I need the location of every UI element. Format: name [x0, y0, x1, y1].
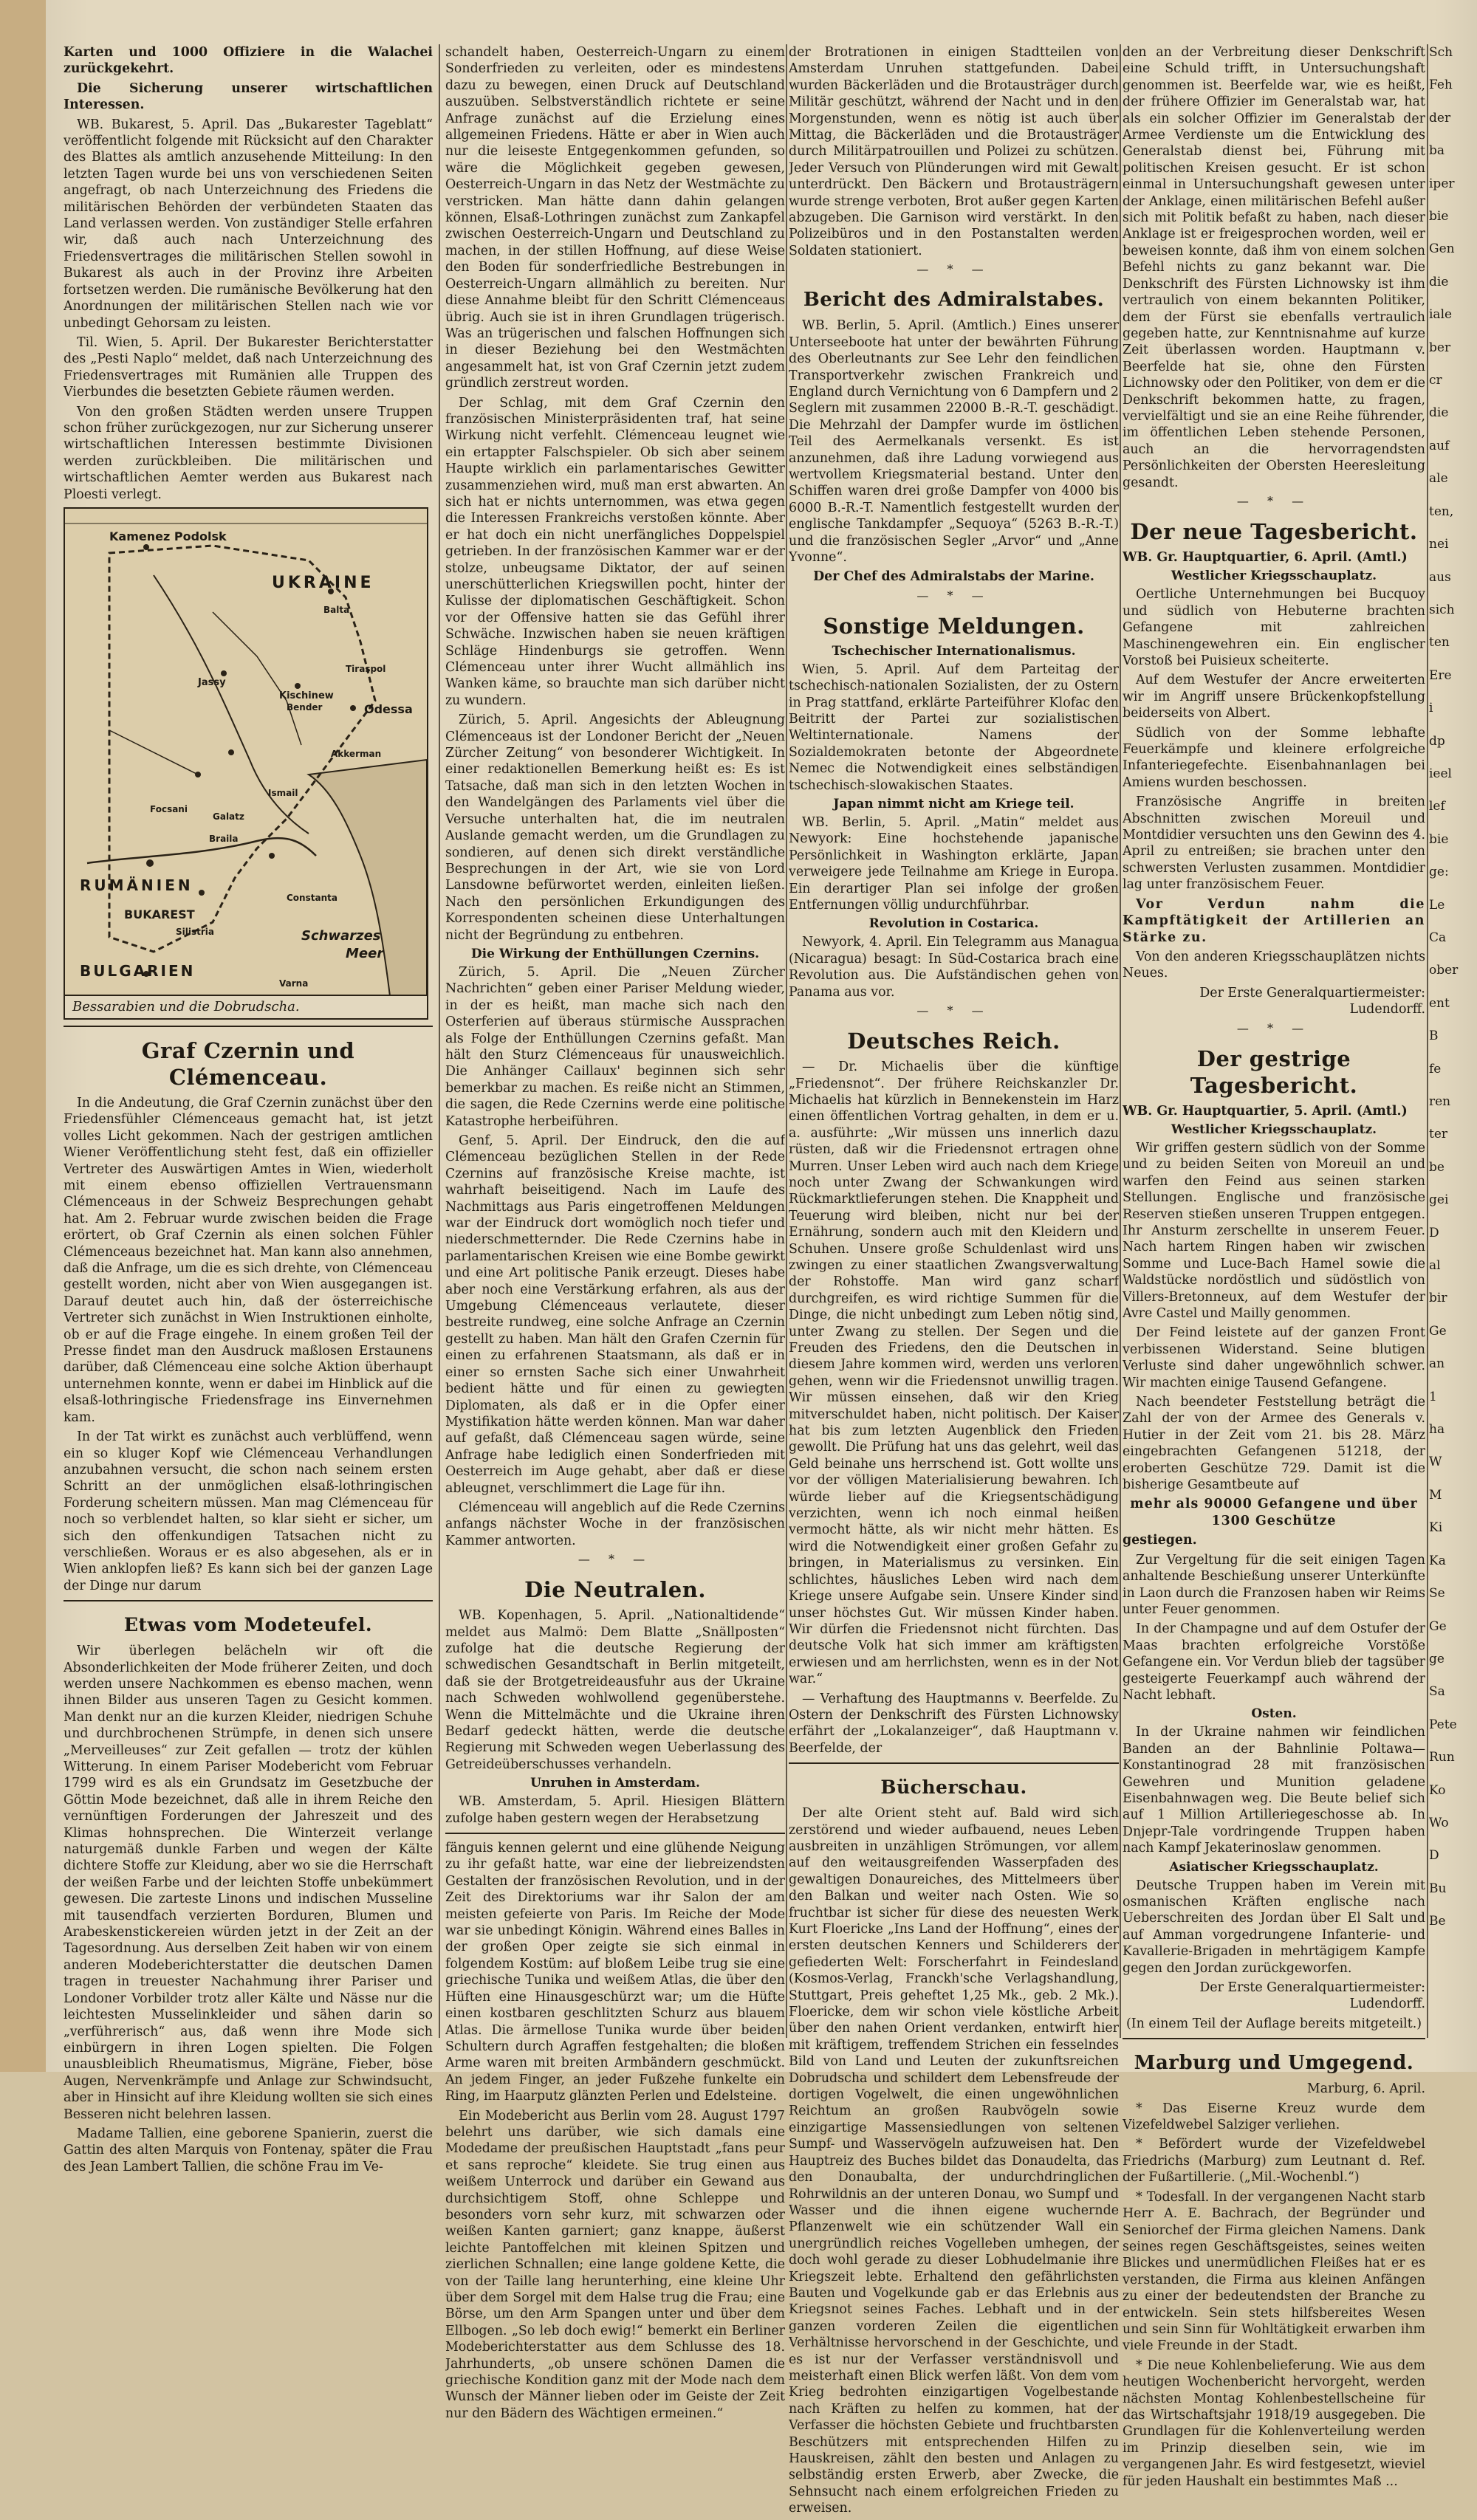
cropped-text-fragment: Ca	[1429, 930, 1447, 945]
cropped-text-fragment: be	[1429, 1159, 1445, 1175]
map-label: Kamenez Podolsk	[109, 529, 227, 543]
section-divider: — * —	[916, 262, 991, 277]
cropped-text-fragment: ober	[1429, 963, 1459, 978]
article-paragraph: WB. Berlin, 5. April. „Matin“ meldet aus Newyork: Eine hochstehende japanische Persönlichkeit in Washington erklärte, Japan verweigere jede Teilnahme am Kriege in Europa. Ein derartiger Plan sei infolge der großen Entfernungen völlig undurchführbar.	[789, 815, 1119, 913]
column-2	[445, 44, 785, 2425]
cropped-text-fragment: 1	[1429, 1389, 1437, 1404]
cropped-text-fragment: bir	[1429, 1291, 1447, 1306]
cropped-text-fragment: ent	[1429, 995, 1450, 1011]
map-label: Odessa	[364, 701, 413, 716]
article-paragraph: — Verhaftung des Hauptmanns v. Beerfelde. Zu Ostern der Denkschrift des Fürsten Lichnowsky erfährt der „Lokalanzeiger“, daß Hauptmann v. Beerfelde, der	[789, 1691, 1119, 1756]
cropped-text-fragment: die	[1429, 274, 1449, 289]
article-paragraph: — Dr. Michaelis über die künftige „Friedensnot“. Der frühere Reichskanzler Dr. Michaelis hat kürzlich in Bennekenstein im Harz einen öffentlichen Vortrag gehalten, in dem er u. a. ausführte: „Wir müssen uns innerlich dazu rüsten, daß wir die Friedensnot ertragen ohne Murren. Unser Leben wird auch nach dem Kriege noch unter Zwang der Schwankungen wird Rückmarktlieferungen stehen. Die Knappheit und Teuerung wird bleiben, nicht nur bei der Ernährung, sondern auch mit den Kleidern und Schuhen. Unsere große Schuldenlast wird uns zwingen zu einer staatlichen Zwangsverwaltung der Rohstoffe. Man wird ganz scharf durchgreifen, es wird richtige Summen für die Dinge, die nicht unbedingt zum Leben nötig sind, unter Zwang zu stellen. Der Segen und die Freuden des Friedens, den die Deutschen in diesem Jahre kommen wird, werden uns verloren gehen, wenn wir die Friedensnot unwillig tragen. Wir müssen einsehen, daß wir den Krieg mitverschuldet haben, nicht politisch. Der Kaiser hat bis zum letzten Augenblick den Frieden gewollt. Die Prüfung hat uns das gelehrt, weil das Geld beinahe uns herrschend ist. Gott wollte uns vor der völligen Materialisierung bewahren. Ich würde lieber auf die Kriegsentschädigung verzichten, wenn ich noch einmal heißen vermocht hätte, als wir nicht mehr hätten. Es wird die Notwendigkeit einer großen Gefahr zu bringen, in Materialismus zu versinken. Ein schlichtes, häusliches Leben wird nach dem Kriege unsere Aufgabe sein. Unsere Kinder sind unser höchstes Gut. Wir müssen Kinder haben. Wir dürfen die Friedensnot nicht fürchten. Das deutsche Volk hat sich immer am kräftigsten erwiesen und am herrlichsten, wenn es in der Not war.“	[789, 1060, 1119, 1687]
article-title: Der gestrige Tagesbericht.	[1190, 1046, 1358, 1098]
cropped-text-fragment: sich	[1429, 602, 1455, 617]
cropped-text-fragment: Wo	[1429, 1815, 1449, 1830]
cropped-text-fragment: D	[1429, 1225, 1439, 1240]
cropped-text-fragment: Ka	[1429, 1553, 1446, 1568]
article-title: Bericht des Admiralstabes.	[803, 289, 1105, 312]
article-paragraph: WB. Berlin, 5. April. (Amtlich.) Eines unserer Unterseeboote hat unter der bewährten Führung des Oberleutnants zur See Lehr den feindlichen Transportverkehr zwischen Frankreich und England durch Vernichtung von 6 Dampfern und 2 Seglern mit zusammen 22000 B.-R.-T. geschädigt. Die Mehrzahl der Dampfer wurde im östlichen Teil des Aermelkanals versenkt. Es ist anzunehmen, daß ihre Ladung vorwiegend aus wertvollem Kriegsmaterial bestand. Unter den Schiffen waren drei große Dampfer von 4000 bis 6000 B.-R.-T. Namentlich festgestellt wurden der englische Tankdampfer „Sequoya“ (5263 B.-R.-T.) und die französischen Segler „Arvor“ und „Anne Yvonne“.	[789, 318, 1119, 565]
cropped-text-fragment: gei	[1429, 1192, 1449, 1208]
cropped-text-fragment: bie	[1429, 831, 1449, 847]
map-label: Meer	[346, 945, 384, 961]
article-paragraph: Wien, 5. April. Auf dem Parteitag der tschechisch-nationalen Sozialisten, der zu Ostern in Prag stattfand, erklärte Parteiführer Klofac den Beitritt der Partei zur sozialistischen Weltinternationale. Namens der Sozialdemokraten betonte der Abgeordnete Nemec die Notwendigkeit eines selbständigen tschechisch-slowakischen Staates.	[789, 662, 1119, 793]
article-paragraph: Nach beendeter Feststellung beträgt die Zahl der von der Armee des Generals v. Hutier in der Zeit vom 21. bis 28. März eingebrachten Gefangenen 51218, der eroberten Geschütze 729. Damit ist die bisherige Gesamtbeute auf	[1123, 1395, 1425, 1493]
article-paragraph: Clémenceau will angeblich auf die Rede Czernins anfangs nächster Woche in der französischen Kammer antworten.	[445, 1500, 785, 1548]
map-label: Galatz	[213, 811, 244, 822]
map-label: Bender	[287, 701, 323, 713]
column-rule	[786, 44, 787, 2038]
article-paragraph: Der Schlag, mit dem Graf Czernin den französischen Ministerpräsidenten traf, hat seine Wirkung nicht verfehlt. Clémenceau leugnet wie ein ertappter Falschspieler. Ob sich aber seinem Haupte wirklich ein parlamentarisches Gewitter zusammenziehen wird, muß man erst abwarten. An sich hat er nichts unternommen, was etwa gegen die Interessen Frankreichs verstoßen könnte. Aber er hat doch ein nicht unerfängliches Doppelspiel getrieben. In der französischen Kammer war er der stolze, unbeugsame Diktator, der auf seinen unerschütterlichen Kriegswillen pocht, hinter der Kulisse der diplomatischen Geschäftigkeit. Schon vor der Offensive hatten sie das Gefühl ihrer Schwäche. Inzwischen haben sie neuen kräftigen Schläge Hindenburgs sie getroffen. Wenn Clémenceau unter ihrer Wucht allmählich ins Wanken käme, so brauchte man sich darüber nicht zu wundern.	[445, 395, 785, 708]
article-paragraph: fänguis kennen gelernt und eine glühende Neigung zu ihr gefaßt hatte, war eine der liebreizendsten Gestalten der französischen Revolution, und in der Zeit des Direktoriums war ihr Salon der am meisten gefeierte von Paris. Im Reiche der Mode war sie unbedingt Königin. Während eines Balles in der großen Oper zeigte sie sich einmal in folgendem Kostüm: auf bloßem Leibe trug sie eine griechische Tunika und weißem Atlas, die über den Hüften eine Hinausgeschürzt war; um die Hüfte einen kostbaren geschlitzten Schurz aus blauem Atlas. Die ärmellose Tunika wurde über beiden Schultern durch Agraffen festgehalten; die bloßen Arme waren mit breiten Armbändern geschmückt. An jedem Finger, an jeder Fußzehe funkelte ein Ring, im Haarputz glänzten Perlen und Edelsteine.	[445, 1841, 785, 2104]
map-label: BULGARIEN	[80, 961, 196, 980]
dateline: WB. Gr. Hauptquartier, 5. April. (Amtl.)	[1123, 1103, 1408, 1119]
article-paragraph: Französische Angriffe in breiten Abschnitten zwischen Moreuil und Montdidier versuchten uns den Gewinn des 4. April zu entreißen; sie brachen unter den schwersten Verlusten zusammen. Montdidier lag unter französischem Feuer.	[1123, 794, 1425, 893]
cropped-text-fragment: ale	[1429, 471, 1448, 487]
article-signature: Der Erste Generalquartiermeister: Ludendorff.	[1199, 985, 1425, 1017]
local-news-item: * Befördert wurde der Vizefeldwebel Friedrichs (Marburg) zum Leutnant d. Ref. der Fußartillerie. („Mil.-Wochenbl.“)	[1123, 2137, 1425, 2186]
article-subhead: Die Wirkung der Enthüllungen Czernins.	[470, 946, 760, 961]
cropped-text-fragment: bie	[1429, 209, 1449, 224]
cropped-text-fragment: Se	[1429, 1586, 1445, 1601]
cropped-text-fragment: ge:	[1429, 865, 1449, 880]
article-paragraph: gestiegen.	[1123, 1533, 1197, 1548]
article-title: Graf Czernin und Clémenceau.	[141, 1037, 355, 1090]
article-paragraph: Zürich, 5. April. Die „Neuen Zürcher Nachrichten“ geben einer Pariser Meldung wieder, in der es heißt, man mache sich nach den Osterferien auf überaus stürmische Aussprachen als Folge der Enthüllungen Czernins gefaßt. Man hält den Sturz Clémenceaus für unausweichlich. Die Anhänger Caillaux' beginnen sich sehr bemerkbar zu machen. Es reiße nicht an Stimmen, die sagen, die Rede Czernins werde eine politische Katastrophe herbeiführen.	[445, 964, 785, 1129]
article-paragraph: Südlich von der Somme lebhafte Feuerkämpfe und kleinere erfolgreiche Infanteriegefechte. Eisenbahnanlagen bei Amiens wurden beschossen.	[1123, 725, 1425, 790]
article-paragraph: In der Ukraine nahmen wir feindlichen Banden an der Bahnlinie Poltawa—Konstantinograd 28 mit französischen Gewehren und Munition geladene Eisenbahnwagen weg. Die Beute belief sich auf 1 Million Artilleriegeschosse ab. In Dnjepr-Tale vordringende Truppen haben nach Kampf Jekaterinoslaw genommen.	[1123, 1725, 1425, 1856]
cropped-text-fragment: B	[1429, 1029, 1439, 1044]
article-paragraph: Til. Wien, 5. April. Der Bukarester Berichterstatter des „Pesti Naplo“ meldet, daß nach Unterzeichnung des Friedensvertrages mit Rumänien alle Truppen des Vierbundes die besetzten Gebiete räumen werden.	[64, 334, 433, 400]
article-title: Der neue Tagesbericht.	[1130, 518, 1418, 544]
article-paragraph: Zürich, 5. April. Angesichts der Ableugnung Clémenceaus ist der Londoner Bericht der „Neuen Zürcher Zeitung“ von besonderer Wichtigkeit. In einer redaktionellen Bemerkung heißt es: Es ist Tatsache, daß man sich in den letzten Wochen in den Wandelgängen des Parlaments viel über die Versuche unterhalten hat, die im neutralen Auslande gemacht werden, um die Grundlagen zu sondieren, auf denen sich direkt verständliche Besprechungen in der Art, wie sie von Lord Lansdowne befürwortet werden, einleiten ließen. Nach den persönlichen Erkundigungen des Korrespondenten scheinen diese Unterhaltungen nicht der Begründung zu entbehren.	[445, 713, 785, 943]
column-rule	[439, 44, 440, 2038]
map-label: Silistria	[176, 926, 214, 937]
cropped-text-fragment: i	[1429, 701, 1433, 716]
article-paragraph: Karten und 1000 Offiziere in die Walachei zurückgekehrt.	[64, 45, 433, 77]
article-title: Die Neutralen.	[524, 1577, 706, 1603]
article-paragraph: Wir griffen gestern südlich von der Somme und zu beiden Seiten von Moreuil an und warfen den Feind aus seinen starken Stellungen. Englische und französische Reserven stießen unseren Truppen entgegen. Ihr Ansturm zerschellte in unserem Feuer. Nach hartem Ringen haben wir zwischen Somme und Luce-Bach Hamel sowie die Waldstücke nordöstlich und südöstlich von Villers-Bretonneux, auf dem Westufer der Avre Castel und Mailly genommen.	[1123, 1140, 1425, 1321]
cropped-text-fragment: D	[1429, 1848, 1439, 1864]
map-label: Schwarzes	[301, 927, 381, 944]
cropped-text-fragment: Feh	[1429, 78, 1453, 93]
column-rule	[1427, 44, 1428, 2038]
cropped-text-fragment: an	[1429, 1356, 1445, 1372]
article-title: Deutsches Reich.	[847, 1029, 1060, 1054]
cropped-text-fragment: Sa	[1429, 1684, 1445, 1700]
cropped-text-fragment: ba	[1429, 143, 1445, 159]
map-label: Constanta	[287, 892, 337, 903]
article-subhead: Revolution in Costarica.	[868, 916, 1039, 932]
article-title: Sonstige Meldungen.	[823, 613, 1085, 639]
article-paragraph: Von den anderen Kriegsschauplätzen nichts Neues.	[1123, 949, 1425, 981]
article-subhead: Asiatischer Kriegsschauplatz.	[1169, 1859, 1379, 1875]
cropped-text-fragment: iale	[1429, 307, 1453, 323]
article-paragraph: Von den großen Städten werden unsere Truppen schon früher zurückgezogen, nur zur Sicherung unserer wirtschaftlichen Interessen bestimmte Divisionen werden zurückbleiben. Die militärischen und wirtschaftlichen Aemter werden aus Bukarest nach Ploesti verlegt.	[64, 404, 433, 502]
cropped-text-fragment: ren	[1429, 1094, 1451, 1109]
map-label: Kischinew	[279, 690, 334, 701]
cropped-text-fragment: Ere	[1429, 667, 1452, 683]
local-news-item: * Das Eiserne Kreuz wurde dem Vizefeldwebel Salziger verliehen.	[1123, 2101, 1425, 2133]
cropped-text-fragment: Pete	[1429, 1717, 1457, 1732]
local-news-item: * Die neue Kohlenbelieferung. Wie aus dem heutigen Wochenbericht hervorgeht, werden nächsten Montag Kohlenbestellscheine für das Wirtschaftsjahr 1918/19 ausgegeben. Die Grundlagen für die Kohlenverteilung werden im Prinzip dieselben sein, wie im vergangenen Jahr. Es wird festgesetzt, wieviel für jeden Haushalt ein bestimmtes Maß ...	[1123, 2358, 1425, 2489]
adjacent-page-edge	[0, 0, 48, 2072]
article-title: Marburg und Umgegend.	[1134, 2052, 1414, 2075]
cropped-text-fragment: lef	[1429, 799, 1445, 814]
dateline: Marburg, 6. April.	[1306, 2081, 1425, 2097]
article-subhead: Westlicher Kriegsschauplatz.	[1171, 569, 1377, 584]
cropped-text-fragment: ber	[1429, 340, 1451, 355]
article-paragraph: Wir überlegen belächeln wir oft die Absonderlichkeiten der Mode früherer Zeiten, und doch werden unsere Nachkommen es ebenso machen, wenn ihnen Bilder aus unseren Tagen zu Gesicht kommen. Man denkt nur an die kurzen Kleider, niedrigen Schuhe und durchbrochenen Strümpfe, in denen sich unsere „Merveilleuses“ zur Zeit gefallen — trotz der kühlen Witterung. In einem Pariser Modebericht vom Februar 1799 wird es als ein Grundsatz im Gesetzbuche der Göttin Mode bezeichnet, daß alle in ihrem Reiche den vernünftigen Forderungen der Jahreszeit und des Klimas hohnsprechen. Die Winterzeit verlange naturgemäß dunkle Farben und wegen der Kälte dichtere Stoffe zur Kleidung, aber wo sie die Herrschaft der weißen Farbe und der leichten Stoffe unbekümmert gewesen. Die zarteste Linons und indischen Musseline mit tausendfach verzierten Borduren, Blumen und Arabeskenstickereien würden jetzt in der Zeit an der Tagesordnung. Aus derselben Zeit haben wir von einem anderen Modeberichterstatter die deutschen Damen tragen in treuester Nachahmung ihrer Pariser und Londoner Vorbilder trotz aller Kälte und Nässe nur die leichtesten Musselinkleider und sähen darin so „verführerisch“ aus, daß wenn ihre Mode sich einbürgern in ihren Logen spielten. Die Folgen unausbleiblich Rheumatismus, Migräne, Fieber, böse Augen, Nervenkrämpfe und Anlage zur Schwindsucht, aber in Hinsicht auf ihre Kleidung wollten sie sich eines Besseren nicht belehren lassen.	[64, 1644, 433, 2122]
column-1	[64, 44, 433, 2178]
article-subhead: Tschechischer Internationalismus.	[832, 643, 1076, 659]
map-label: Balta	[323, 604, 350, 615]
cropped-text-fragment: auf	[1429, 438, 1450, 453]
article-subhead: Japan nimmt nicht am Kriege teil.	[833, 797, 1075, 812]
article-paragraph: Oertliche Unternehmungen bei Bucquoy und südlich von Hebuterne brachten Gefangene mit zahlreichen Maschinengewehren ein. Ein englischer Vorstoß bei Puisieux scheiterte.	[1123, 587, 1425, 668]
column-rule	[1120, 44, 1121, 2038]
cropped-text-fragment: dp	[1429, 733, 1445, 749]
cropped-text-fragment: ha	[1429, 1422, 1445, 1438]
section-subhead: Die Sicherung unserer wirtschaftlichen Interessen.	[64, 80, 433, 113]
section-divider: — * —	[916, 1003, 991, 1018]
article-paragraph: Zur Vergeltung für die seit einigen Tagen anhaltende Beschießung unserer Unterkünfte in Laon durch die Franzosen haben wir Reims unter Feuer genommen.	[1123, 1552, 1425, 1617]
map-label: Ismail	[268, 787, 298, 798]
article-subhead: Westlicher Kriegsschauplatz.	[1171, 1122, 1377, 1137]
cropped-text-fragment: Bu	[1429, 1881, 1447, 1896]
cropped-text-fragment: M	[1429, 1487, 1442, 1503]
cropped-text-fragment: ge	[1429, 1651, 1445, 1666]
article-paragraph: Auf dem Westufer der Ancre erweiterten wir im Angriff unsere Brückenkopfstellung beiderseits von Albert.	[1123, 673, 1425, 721]
article-paragraph: WB. Amsterdam, 5. April. Hiesigen Blättern zufolge haben gestern wegen der Herabsetzung	[445, 1794, 785, 1826]
cropped-text-fragment: der	[1429, 110, 1451, 126]
local-news-item: * Todesfall. In der vergangenen Nacht starb Herr A. E. Bachrach, der Begründer und Seniorchef der Firma gleichen Namens. Dank seines regen Geschäftsgeistes, seines weiten Blickes und unermüdlichen Fleißes hat er es verstanden, die Firma aus kleinen Anfängen zu einer der bedeutendsten der Branche zu entwickeln. Sein stets hilfsbereites Wesen und sein Sinn für Wohltätigkeit erwarben ihm viele Freunde in der Stadt.	[1123, 2189, 1425, 2354]
article-paragraph: WB. Kopenhagen, 5. April. „Nationaltidende“ meldet aus Malmö: Dem Blatte „Snällposten“ zufolge hat die deutsche Regierung der schwedischen Gesandtschaft in Berlin mitgeteilt, daß sie der Brotgetreideausfuhr aus der Ukraine nach Schweden wohlwollend gegenüberstehe. Wenn die Mittelmächte und die Ukraine ihren Bedarf gedeckt hätten, werde die deutsche Regierung mit Schweden wegen Ueberlassung des Getreideüberschusses verhandeln.	[445, 1608, 785, 1772]
feuilleton-title: Etwas vom Modeteufel.	[123, 1614, 373, 1636]
cropped-text-fragment: fe	[1429, 1061, 1442, 1077]
map-label: Braila	[209, 833, 239, 844]
section-rule	[789, 1762, 1119, 1764]
map-label: Tiraspol	[346, 663, 386, 674]
cropped-text-fragment: ten,	[1429, 504, 1454, 519]
article-title: Bücherschau.	[880, 1776, 1027, 1799]
map-label: Focsani	[150, 803, 188, 814]
column-3	[789, 44, 1119, 2520]
section-divider: — * —	[1236, 1020, 1312, 1035]
cropped-text-fragment: ter	[1429, 1127, 1448, 1142]
article-paragraph: Ein Modebericht aus Berlin vom 28. August 1797 belehrt uns darüber, wie sich damals eine Modedame der preußischen Hauptstadt „fans peur et sans reproche“ kleidete. Sie trug einen aus weißem Unterrock und darüber ein Gewand aus durchsichtigem Stoff, ohne Schleppe und besonders vorn sehr kurz, mit schwarzen oder weißen Kanten garniert; ganz knappe, äußerst leichte Pantoffelchen mit kleinen Spitzen und zierlichen Schnallen; eine lange goldene Kette, die von der Taille lang herunterhing, eine kleine Uhr über dem Sorgel mit dem Halse trug die Frau; eine Börse, um den Arm Spangen unter und über dem Ellbogen. „So leb doch ewig!“ bemerkt ein Berliner Modeberichterstatter aus dem Schlusse des 18. Jahrhunderts, „ob unsere schönen Damen die griechische Kondition ganz mit der Mode nach dem Wunsch der Männer lieben oder im Geiste der Zeit nur den Bädern des Wächtigen ermeinen.“	[445, 2108, 785, 2421]
article-paragraph: Madame Tallien, eine geborene Spanierin, zuerst die Gattin des alten Marquis von Fontenay, später die Frau des Jean Lambert Tallien, die schöne Frau im Ve-	[64, 2126, 433, 2174]
cropped-text-fragment: nei	[1429, 537, 1449, 552]
map-label: RUMÄNIEN	[80, 876, 193, 894]
cropped-text-fragment: W	[1429, 1455, 1442, 1470]
article-signature: Der Erste Generalquartiermeister: Ludendorff.	[1199, 1980, 1425, 2012]
cropped-text-fragment: Ko	[1429, 1782, 1446, 1798]
article-paragraph: Vor Verdun nahm die Kampftätigkeit der Artillerien an Stärke zu.	[1123, 896, 1425, 945]
cropped-text-fragment: Ge	[1429, 1618, 1447, 1634]
article-paragraph: Deutsche Truppen haben im Verein mit osmanischen Kräften englische nach Ueberschreiten des Jordan über El Salt und auf Amman vorgedrungene Infanterie- und Kavallerie-Brigaden in mehrtägigem Kampfe gegen den Jordan zurückgeworfen.	[1123, 1878, 1425, 1976]
dateline: WB. Gr. Hauptquartier, 6. April. (Amtl.)	[1123, 549, 1408, 565]
section-rule	[64, 1600, 433, 1601]
cropped-text-fragment: die	[1429, 405, 1449, 421]
cropped-text-fragment: iper	[1429, 176, 1455, 191]
article-note: (In einem Teil der Auflage bereits mitgeteilt.)	[1125, 2016, 1422, 2031]
article-paragraph: der Brotrationen in einigen Stadtteilen von Amsterdam Unruhen stattgefunden. Dabei wurden Bäckerläden und die Brotausträger durch Militär geschützt, während der Nacht und in den Morgenstunden, wenn es nötig ist auch über Mittag, die Bäckerläden und die Brotausträger durch Militärpatrouillen und Polizei zu schützen. Jeder Versuch von Plünderungen wird mit Gewalt unterdrückt. Den Bäckern und Brotausträgern wurde strenge verboten, Brot außer gegen Karten abzugeben. Die Garnison wird verstärkt. In den Polizeibüros und in den Postanstalten werden Soldaten stationiert.	[789, 45, 1119, 258]
section-divider: — * —	[578, 1552, 653, 1567]
article-subhead: Unruhen in Amsterdam.	[530, 1776, 700, 1791]
cropped-text-fragment: Sch	[1429, 45, 1453, 60]
cropped-text-fragment: Ge	[1429, 1323, 1447, 1339]
article-paragraph: Der Feind leistete auf der ganzen Front verbissenen Widerstand. Seine blutigen Verluste sind daher ungewöhnlich schwer. Wir machten einige Tausend Gefangene.	[1123, 1325, 1425, 1390]
map-bessarabia-dobrudscha	[64, 507, 428, 1020]
cropped-text-fragment: cr	[1429, 373, 1442, 388]
cropped-text-fragment: Ki	[1429, 1520, 1443, 1536]
cropped-text-fragment: ieel	[1429, 766, 1452, 781]
map-label: Varna	[279, 978, 309, 989]
map-label: BUKAREST	[124, 907, 195, 921]
article-paragraph: WB. Bukarest, 5. April. Das „Bukarester Tageblatt“ veröffentlicht folgende mit Rücksicht auf den Charakter des Blattes als amtlich anzusehende Mitteilung: In den letzten Tagen wurde bei uns von verschiedenen Seiten angefragt, ob nach Unterzeichnung des Friedens die militärischen Behörden der verbündeten Staaten das Land verlassen werden. Von zuständiger Stelle erfahren wir, daß auch nach Unterzeichnung des Friedensvertrages die militärischen Stellen sowohl in Bukarest als auch in der Provinz ihre Arbeiten fortsetzen werden. Die rumänische Bevölkerung hat den Anordnungen der militärischen Stellen nach wie vor unbedingt Gehorsam zu leisten.	[64, 117, 433, 331]
article-paragraph: den an der Verbreitung dieser Denkschrift eine Schuld trifft, in Untersuchungshaft genommen ist. Beerfelde war, wie es heißt, der frühere Offizier im Generalstab war, hat als ein solcher Offizier im Generalstab der Armee Verdienste um die Entwicklung des Generalstab dienst bei, Führung mit politischen Kreisen gesucht. Er ist schon einmal in Untersuchungshaft gewesen unter der Anklage, einen militärischen Befehl außer sich mit Politik befaßt zu haben, nach dieser Anklage ist er freigesprochen worden, weil er beweisen konnte, daß ihm von einem solchen Befehl nichts zu ganz bekannt war. Die Denkschrift des Fürsten Lichnowsky ist ihm vertraulich von einem bekannten Politiker, dem der Fürst sie ebenfalls vertraulich gegeben hatte, zur Kenntnisnahme auf kurze Zeit überlassen worden. Hauptmann v. Beerfelde hat sie, ohne den Fürsten Lichnowsky oder den Politiker, von dem er die Denkschrift bekommen hatte, zu fragen, vervielfältigt und sie an eine Reihe führender, im öffentlichen Leben stehende Personen, auch an die hervorragendsten Persönlichkeiten der Obersten Heeresleitung gesandt.	[1123, 45, 1425, 490]
section-rule	[1123, 2038, 1425, 2039]
cropped-text-fragment: ten	[1429, 635, 1450, 650]
section-divider: — * —	[1236, 493, 1312, 508]
section-divider: — * —	[916, 588, 991, 602]
article-subhead: Osten.	[1251, 1706, 1297, 1722]
column-4	[1123, 44, 1425, 2493]
article-paragraph: In der Champagne und auf dem Ostufer der Maas brachten erfolgreiche Vorstöße Gefangene ein. Vor Verdun blieb der tagsüber gesteigerte Feuerkampf auch während der Nacht lebhaft.	[1123, 1621, 1425, 1703]
article-paragraph: Der alte Orient steht auf. Bald wird sich zerstörend und wieder aufbauend, neues Leben ausbreiten in unzähligen Strömungen, vor allem auf den weitausgreifenden Wasserpfaden des gewaltigen Donaureiches, des Mittelmeers über den Balkan und weiter nach Osten. Wie so fruchtbar ist sicher für diese des neuesten Werk Kurt Floericke „Ins Land der Hoffnung“, eines der ersten deutschen Kenners und Schilderers der gefiederten Welt: Forscherfahrt in Feindesland (Kosmos-Verlag, Franckh'sche Verlagshandlung, Stuttgart, Preis geheftet 1,25 Mk., geb. 2 Mk.). Floericke, dem wir schon viele köstliche Arbeit über den nahen Orient verdanken, entwirft hier mit kräftigem, treffendem Strichen ein fesselndes Bild von Land und Leuten der zukunftsreichen Dobrudscha und schildert dem Lebensfreude der dortigen Vogelwelt, die einen ungewöhnlichen Reichtum an großen Raubvögeln sowie einzigartige Massensiedlungen von seltenen Sumpf- und Wasservögeln aufzuweisen hat. Den Hauptreiz des Buches bildet das Donaudelta, das den Donaubalta, der undurchdringlichen Rohrwildnis an der unteren Donau, wo Sumpf und Wasser und die ihnen eigene wuchernde Pflanzenwelt wie ein schützender Wall ein unergründlich reiches Vogelleben umhegen, der doch wohl gerade zu dieser Lobhudelmanie ihre Kriegszeit lebte. Erhaltend den gefährlichsten Bauten und Vogelkunde gab er das Erlebnis aus Kriegsnot seines Faches. Lebhaft und in der ganzen vorderen Zeilen die eigentlichen Verhältnisse hervorschend in der Geschichte, und es ist nur der Verfasser verständnisvoll und meisterhaft einen Blick werfen läßt. Von dem vom Krieg bedrohten einzigartigen Vogelbestande nach Kräften zu helfen zu kommen, hat der Verfasser die höchsten Gebiete und fruchtbarsten Beschützers mit entsprechenden Hilfen zu Hauskreisen, zählt den besten und Anlagen zu selbständig ersten Erwerb, aber Zwecke, die Sehnsucht nach einem erfolgreichen Frieden zu erweisen.	[789, 1806, 1119, 2516]
map-label: Akkerman	[331, 748, 382, 759]
article-paragraph: schandelt haben, Oesterreich-Ungarn zu einem Sonderfrieden zu verleiten, oder es mindestens dazu zu bewegen, einen Druck auf Deutschland auszuüben. Selbstverständlich richtete er seine Anfrage zunächst auf die Erzielung eines allgemeinen Friedens. Hätte er aber in Wien auch nur die leiseste Entgegenkommen gefunden, so wäre die Möglichkeit gegeben gewesen, Oesterreich-Ungarn in das Netz der Westmächte zu verstricken. Man hätte dann dahin gelangen können, Elsaß-Lothringen zunächst zum Zankapfel zwischen Oesterreich-Ungarn und Deutschland zu machen, in der stillen Hoffnung, auf diese Weise den Boden für sonderfriedliche Bestrebungen in Oesterreich-Ungarn allmählich zu bereiten. Nur diese Annahme bleibt für den Schritt Clémenceaus übrig. Auch sie ist in ihren Grundlagen trügerisch. Was an trügerischen und falschen Hoffnungen sich in dieser Beziehung bei den Westmächten angesammelt hat, ist von Graf Czernin jetzt zudem gründlich zerstreut worden.	[445, 45, 785, 391]
map-caption: Bessarabien und die Dobrudscha.	[65, 995, 427, 1018]
cropped-text-fragment: al	[1429, 1258, 1441, 1274]
cropped-text-fragment: Gen	[1429, 241, 1455, 257]
cropped-text-fragment: aus	[1429, 569, 1451, 585]
cropped-text-fragment: Le	[1429, 897, 1445, 913]
highlight-total: mehr als 90000 Gefangene und über 1300 Geschütze	[1130, 1497, 1418, 1528]
cropped-text-fragment: Be	[1429, 1914, 1446, 1929]
section-rule	[64, 1026, 433, 1027]
column-5-cropped	[1429, 44, 1476, 1946]
article-signature: Der Chef des Admiralstabs der Marine.	[813, 569, 1094, 585]
map-label: UKRAINE	[272, 573, 374, 592]
article-paragraph: In der Tat wirkt es zunächst auch verblüffend, wenn ein so kluger Kopf wie Clémenceau Verhandlungen anzubahnen versucht, die schon nach seinem ersten Schritt an der unmöglichen elsaß-lothringischen Forderung scheitern müssen. Man mag Clémenceau für noch so verblendet halten, so klar sieht er sicher, um sich den offenkundigen Tatsachen nicht zu verschließen. Woraus er es also abgesehen, als er in Wien anklopfen ließ? Es kann sich bei der ganzen Lage der Dinge nur darum	[64, 1429, 433, 1593]
map-label: Jassy	[198, 676, 226, 688]
cropped-text-fragment: Run	[1429, 1750, 1455, 1765]
article-paragraph: Newyork, 4. April. Ein Telegramm aus Managua (Nicaragua) besagt: In Süd-Costarica brach eine Revolution aus. Die Aufständischen gehen von Panama aus vor.	[789, 935, 1119, 1000]
article-paragraph: In die Andeutung, die Graf Czernin zunächst über den Friedensfühler Clémenceaus gemacht hat, ist jetzt volles Licht gekommen. Nach der gestrigen amtlichen Wiener Veröffentlichung steht fest, daß ein offizieller Vertreter des Auswärtigen Amtes in Wien, wiederholt mit einem ebenso offiziellen Vertrauensmann Clémenceaus in der Schweiz Besprechungen gehabt hat. Am 2. Februar wurde zwischen beiden die Frage erörtert, ob Graf Czernin als einen solchen Fühler Clémenceaus bezeichnet hat. Man kann also annehmen, daß die Anfrage, um die es sich drehte, von Clémenceau gestellt worden, nicht aber von Wien ausgegangen ist. Darauf deutet auch hin, daß der österreichische Vertreter sich zunächst in Wien Instruktionen einholte, ob er auf die Frage eingehe. In einem großen Teil der Presse findet man den Ausdruck maßlosen Erstaunens darüber, daß Clémenceau eine solche Aktion überhaupt unternehmen konnte, wenn er dabei im Hinblick auf die elsaß-lothringische Friedensfrage ins Einvernehmen kam.	[64, 1095, 433, 1425]
article-paragraph: Genf, 5. April. Der Eindruck, den die auf Clémenceau bezüglichen Stellen in der Rede Czernins auf französische Kreise machte, ist wahrhaft beiseitigend. Nach im Laufe des Nachmittags aus Paris eingetroffenen Meldungen war der Eindruck dort womöglich noch tiefer und niederschmetternder. Die Rede Czernins habe in parlamentarischen Kreisen wie eine Bombe gewirkt und eine Art politische Panik erzeugt. Dieses habe aber noch eine Verstärkung erfahren, als aus der Umgebung Clémenceaus verlautete, dieser bestreite rundweg, eine solche Anfrage an Czernin gestellt zu haben. Man hält den Grafen Czernin für einen zu erfahrenen Staatsmann, als daß er in einer so ernsten Sache sich einer Unwahrheit bedient hätte und für einen zu gewiegten Diplomaten, als daß er in die Opfer einer Mystifikation hätte werden können. Man war daher auf gefaßt, daß Clémenceau sagen würde, seine Anfrage habe lediglich einen Sonderfrieden mit Oesterreich im Auge gehabt, aber daß er diese ableugnet, verschlimmert die Lage für ihn.	[445, 1133, 785, 1496]
section-rule	[445, 1833, 785, 1834]
